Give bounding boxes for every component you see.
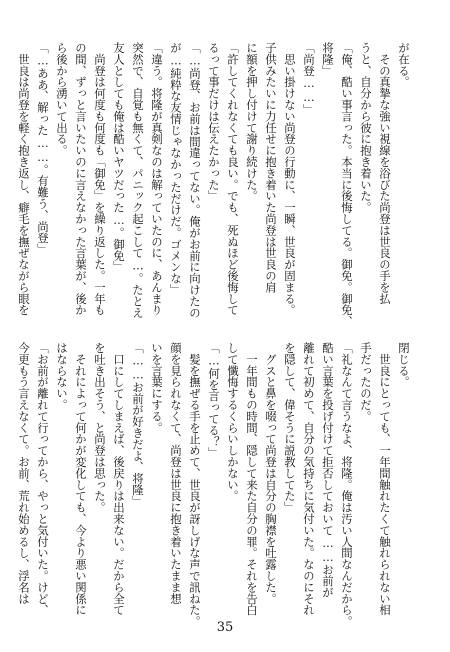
text-column: その真摯な強い視線を浴びた尚登は世良の手を払 bbox=[378, 42, 392, 305]
text-column: 世良にとっても、一年間触れたくて触れられない相 bbox=[378, 342, 392, 616]
text-column: 子供みたいに力任せに抱き着いた尚登は世良の肩 bbox=[264, 42, 278, 293]
page-number: 35 bbox=[216, 620, 234, 635]
text-column: の間、ずっと言いたいのに言えなかった言葉が、後か bbox=[74, 42, 88, 316]
text-column: 「違う。将隆が真剣なのは解っていたのに、あんまり bbox=[150, 42, 164, 316]
text-column: 「お前が離れて行ってから、やっと気付いた。けど、 bbox=[36, 342, 50, 616]
text-column: いを言葉にする。 bbox=[150, 342, 164, 434]
text-column: ら後から湧いて出る。 bbox=[55, 42, 69, 156]
text-column: 「……お前が好きだよ、将隆」 bbox=[131, 342, 145, 507]
text-column: を隠して、偉そうに説教してた」 bbox=[283, 342, 297, 513]
text-column: 将隆」 bbox=[321, 42, 335, 77]
text-column: 友人としても俺は酷いヤツだった…。御免」 bbox=[112, 42, 126, 273]
text-column: 髪を撫ぜる手を止めて、世良が訝しげな声で訊ねた。 bbox=[188, 342, 202, 627]
text-column: 「許してくれなくても良い。でも、死ぬほど後悔して bbox=[226, 42, 240, 316]
text-column: に額を押し付けて謝り続けた。 bbox=[245, 42, 259, 202]
text-column: 顔を見られなくて、尚登は世良に抱き着いたまま想 bbox=[169, 342, 183, 605]
text-column: 離れて初めて、自分の気持ちに気付いた。なのにそれ bbox=[302, 342, 316, 616]
text-column: 「尚登……」 bbox=[302, 42, 316, 116]
lower-text-block bbox=[14, 342, 413, 627]
text-column: グスと鼻を啜って尚登は自分の胸襟を吐露した。 bbox=[264, 342, 278, 605]
text-column: 口にしてしまえば、後戻りは出来ない。だから全て bbox=[112, 342, 126, 616]
text-column: が…純粋な友情じゃなかっただけだ。ゴメンな」 bbox=[169, 42, 183, 296]
text-column: 「…ああ、解った……。有難う、尚登」 bbox=[36, 42, 50, 255]
text-column: を吐き出そう、と尚登は思った。 bbox=[93, 342, 107, 513]
text-column: 思い掛けない尚登の行動に、一瞬、世良が固まる。 bbox=[283, 42, 297, 316]
text-column: 手だったのだ。 bbox=[359, 342, 373, 422]
text-column: 尚登は何度も何度も「御免」を繰り返した。一年も bbox=[93, 42, 107, 316]
text-column: 突然で、自覚も無くて、パニック起こして…。たとえ bbox=[131, 42, 145, 319]
text-column: 「…何を言ってる？」 bbox=[207, 342, 221, 459]
text-column: うと、自分から彼に抱き着いた。 bbox=[359, 42, 373, 213]
text-column: るって事だけは伝えたかった」 bbox=[207, 42, 221, 202]
text-column: 一年間もの時間、隠して来た自分の罪。それを告白 bbox=[245, 342, 259, 616]
text-column: 「…尚登、お前は間違ってない。俺がお前に向けたの bbox=[188, 42, 202, 319]
text-column: はならない。 bbox=[55, 342, 69, 411]
text-column: 今更もう言えなくて。お前、荒れ始めるし、浮名は bbox=[17, 342, 31, 605]
text-column: 閉じる。 bbox=[397, 342, 411, 388]
text-column: して懺悔するくらいしかない。 bbox=[226, 342, 240, 502]
text-column: 「俺、酷い事言った。本当に後悔してる。御免。御免、 bbox=[340, 42, 354, 327]
text-column: それによって何かが変化しても、今より悪い関係に bbox=[74, 342, 88, 616]
text-column: 世良は尚登を軽く抱き返し、癖毛を撫ぜながら眼を bbox=[17, 42, 31, 316]
text-column: 酷い言葉を投げ付けて拒否しておいて……お前が bbox=[321, 342, 335, 598]
text-column: が在る。 bbox=[397, 42, 411, 88]
upper-text-block bbox=[14, 42, 413, 327]
text-column: 「礼なんて言うなよ、将隆。俺は汚い人間なんだから。 bbox=[340, 342, 354, 627]
